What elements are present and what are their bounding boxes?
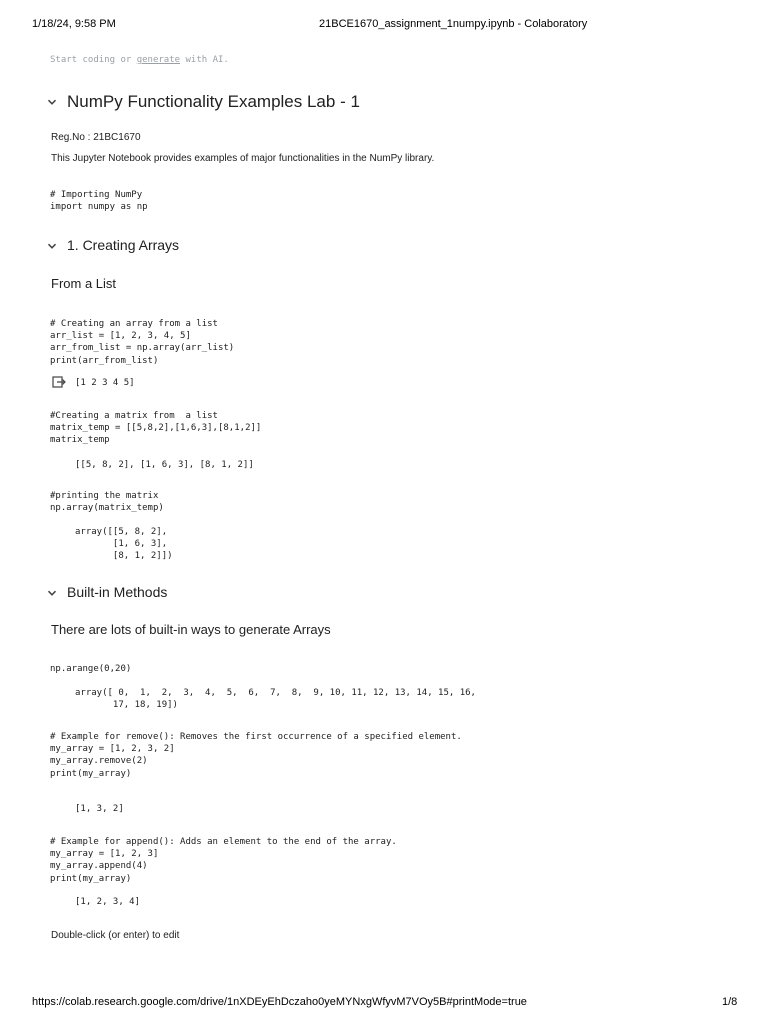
print-datetime: 1/18/24, 9:58 PM xyxy=(32,18,116,30)
matrix-code-cell[interactable]: #Creating a matrix from a list matrix_temp = [[5,8,2],[1,6,3],[8,1,2]] matrix_temp xyxy=(50,411,262,446)
print-title: 21BCE1670_assignment_1numpy.ipynb - Colaboratory xyxy=(319,18,588,30)
arange-output: array([ 0, 1, 2, 3, 4, 5, 6, 7, 8, 9, 10, 11, 12, 13, 14, 15, 16, 17, 18, 19]) xyxy=(75,688,476,711)
remove-output: [1, 3, 2] xyxy=(75,804,124,814)
chevron-down-icon[interactable] xyxy=(46,587,58,599)
section-builtin-methods: Built-in Methods xyxy=(67,584,168,600)
section-creating-arrays: 1. Creating Arrays xyxy=(67,237,180,253)
start-coding-hint xyxy=(50,55,229,65)
main-title: NumPy Functionality Examples Lab - 1 xyxy=(67,92,360,111)
chevron-down-icon[interactable] xyxy=(46,240,58,252)
list-code-cell[interactable]: # Creating an array from a list arr_list = [1, 2, 3, 4, 5] arr_from_list = np.array(arr_list) print(arr_from_list) xyxy=(50,319,235,366)
generate-link[interactable]: generate xyxy=(136,55,181,65)
builtin-intro: There are lots of built-in ways to generate Arrays xyxy=(51,622,331,637)
print-matrix-code-cell[interactable]: #printing the matrix np.array(matrix_temp) xyxy=(50,491,164,514)
import-code-cell[interactable]: # Importing NumPy import numpy as np xyxy=(50,190,148,213)
subsection-from-list: From a List xyxy=(51,276,117,291)
chevron-down-icon[interactable] xyxy=(46,96,58,108)
remove-code-cell[interactable]: # Example for remove(): Removes the first occurrence of a specified element. my_array = [1, 2, 3, 2] my_array.remove(2) print(my_array) xyxy=(50,732,462,779)
append-output: [1, 2, 3, 4] xyxy=(75,897,141,907)
start-hint-suffix: with AI. xyxy=(180,55,229,65)
print-url: https://colab.research.google.com/drive/1nXDEyEhDczaho0yeMYNxgWfyvM7VOy5B#printMode=true xyxy=(32,996,527,1008)
arange-code-cell[interactable]: np.arange(0,20) xyxy=(50,664,132,674)
matrix-output: [[5, 8, 2], [1, 6, 3], [8, 1, 2]] xyxy=(75,460,254,470)
edit-hint[interactable]: Double-click (or enter) to edit xyxy=(51,930,180,941)
intro-text: This Jupyter Notebook provides examples of major functionalities in the NumPy library. xyxy=(51,153,435,164)
output-arrow-icon[interactable] xyxy=(52,376,66,388)
append-code-cell[interactable]: # Example for append(): Adds an element to the end of the array. my_array = [1, 2, 3] my_array.append(4) print(my_array) xyxy=(50,837,397,884)
list-output: [1 2 3 4 5] xyxy=(75,378,135,388)
reg-no: Reg.No : 21BC1670 xyxy=(51,132,141,143)
start-hint-prefix: Start coding or xyxy=(50,55,137,65)
print-matrix-output: array([[5, 8, 2], [1, 6, 3], [8, 1, 2]]) xyxy=(75,527,173,562)
page-number: 1/8 xyxy=(722,996,738,1008)
